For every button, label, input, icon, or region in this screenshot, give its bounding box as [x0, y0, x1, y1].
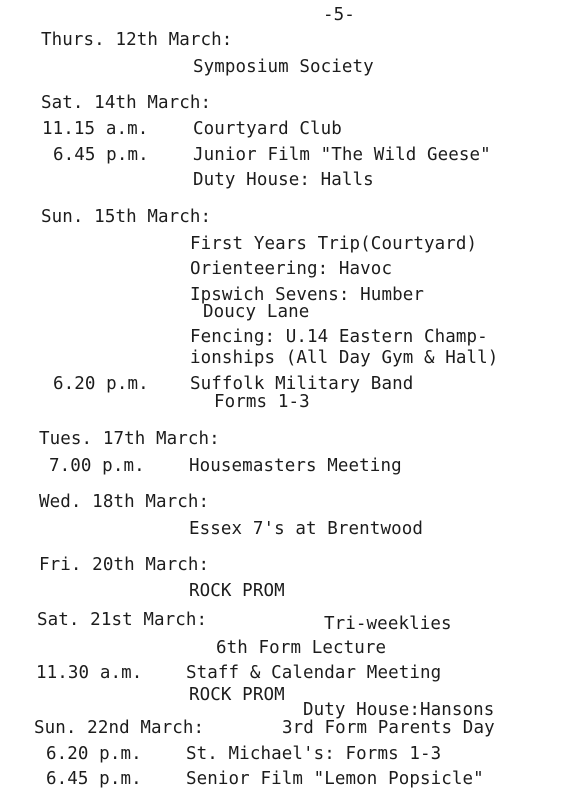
event-time: 6.20 p.m. — [53, 374, 149, 394]
event-text: Orienteering: Havoc — [190, 259, 393, 279]
event-text: Forms 1-3 — [214, 392, 310, 412]
event-text: Ipswich Sevens: Humber — [190, 285, 424, 305]
event-text: Duty House:Hansons — [303, 700, 495, 720]
event-time: 11.30 a.m. — [36, 663, 143, 683]
event-text: Courtyard Club — [193, 119, 342, 139]
event-text: Doucy Lane — [203, 302, 310, 322]
event-time: 7.00 p.m. — [49, 456, 145, 476]
event-text: First Years Trip(Courtyard) — [190, 234, 478, 254]
date-heading: Fri. 20th March: — [39, 555, 210, 575]
event-text: Housemasters Meeting — [189, 456, 402, 476]
date-note: 3rd Form Parents Day — [282, 718, 495, 738]
event-text: ionships (All Day Gym & Hall) — [190, 348, 499, 368]
date-heading: Sun. 22nd March: — [34, 718, 205, 738]
event-time: 11.15 a.m. — [42, 119, 149, 139]
date-heading: Thurs. 12th March: — [41, 30, 233, 50]
date-heading: Sat. 21st March: — [37, 610, 208, 630]
event-text: Junior Film "The Wild Geese" — [193, 145, 491, 165]
event-text: Duty House: Halls — [193, 170, 374, 190]
date-heading: Wed. 18th March: — [39, 492, 210, 512]
event-time: 6.20 p.m. — [46, 744, 142, 764]
date-heading: Sun. 15th March: — [41, 207, 212, 227]
event-text: Fencing: U.14 Eastern Champ- — [190, 327, 488, 347]
event-text: ROCK PROM — [189, 581, 285, 601]
event-text: St. Michael's: Forms 1-3 — [186, 744, 442, 764]
event-text: ROCK PROM — [189, 685, 285, 705]
event-text: Staff & Calendar Meeting — [186, 663, 442, 683]
date-heading: Tues. 17th March: — [39, 429, 220, 449]
event-text: Symposium Society — [193, 57, 374, 77]
date-note: Tri-weeklies — [324, 614, 452, 634]
event-text: Senior Film "Lemon Popsicle" — [186, 769, 484, 789]
event-time: 6.45 p.m. — [46, 769, 142, 789]
event-text: Suffolk Military Band — [190, 374, 414, 394]
event-time: 6.45 p.m. — [53, 145, 149, 165]
event-text: Essex 7's at Brentwood — [189, 519, 423, 539]
event-text: 6th Form Lecture — [216, 638, 387, 658]
date-heading: Sat. 14th March: — [41, 93, 212, 113]
page-number: -5- — [323, 5, 355, 25]
